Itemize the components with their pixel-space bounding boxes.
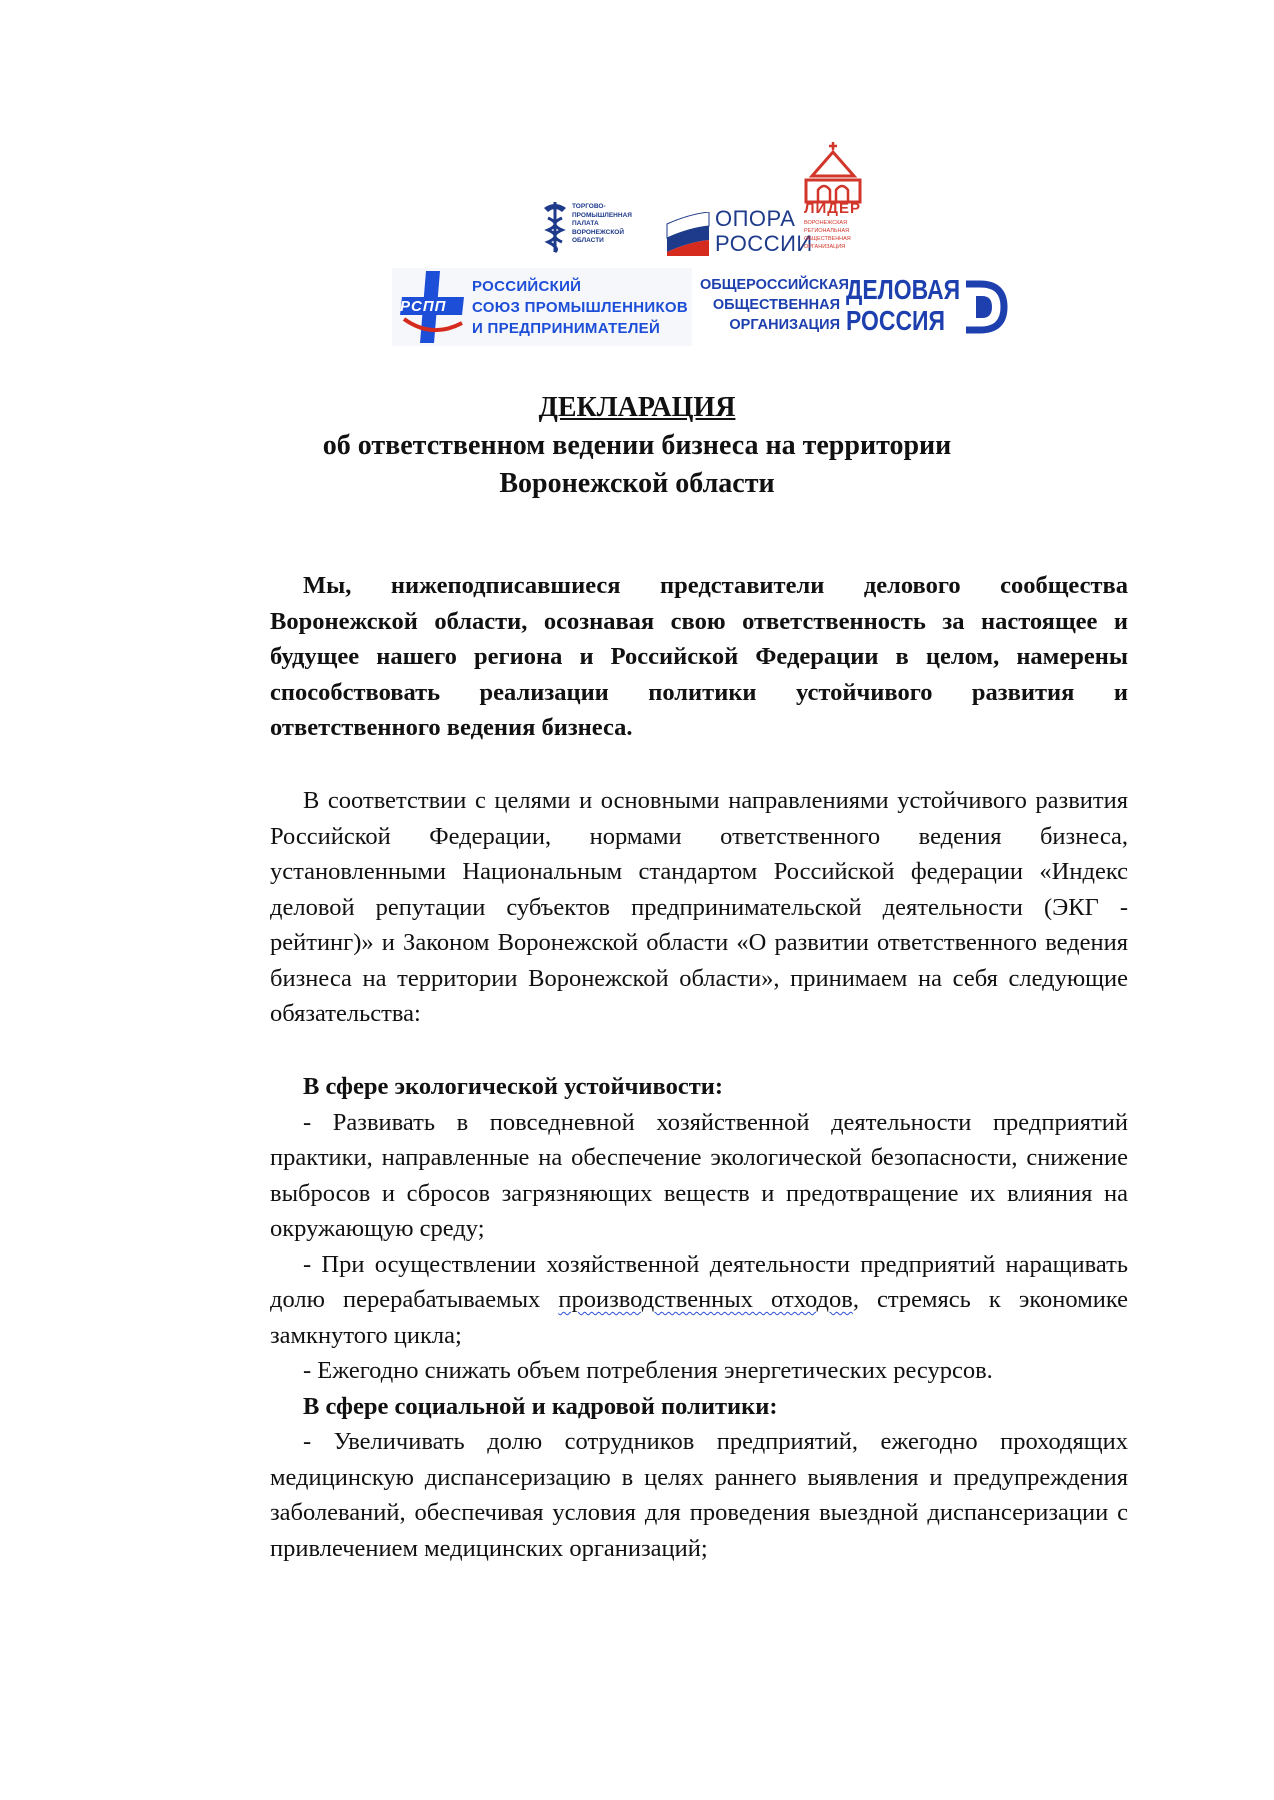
tpp-line: ПАЛАТА xyxy=(572,220,599,227)
lider-line: ВОРОНЕЖСКАЯ xyxy=(804,220,848,226)
obligations-list xyxy=(270,1069,1128,1566)
opora-line2: РОССИИ xyxy=(715,231,813,256)
rspp-line: РОССИЙСКИЙ xyxy=(472,278,582,295)
rspp-line: И ПРЕДПРИНИМАТЕЛЕЙ xyxy=(472,320,661,337)
lider-line: РЕГИОНАЛЬНАЯ xyxy=(804,228,850,234)
delovaya-line: ОРГАНИЗАЦИЯ xyxy=(729,317,840,333)
tpp-line: ВОРОНЕЖСКОЙ xyxy=(572,228,625,236)
lider-line: ОБЩЕСТВЕННАЯ xyxy=(804,236,851,242)
rspp-mark: РСПП xyxy=(400,298,447,315)
tpp-line: ПРОМЫШЛЕННАЯ xyxy=(572,211,632,219)
delovaya-line: ОБЩЕРОССИЙСКАЯ xyxy=(700,277,849,293)
lider-line: ОРГАНИЗАЦИЯ xyxy=(804,244,846,250)
delovaya-name1: ДЕЛОВАЯ xyxy=(846,274,961,305)
obligations-intro-block xyxy=(270,783,1128,1032)
delovaya-d-icon xyxy=(962,278,1008,336)
tpp-line: ОБЛАСТИ xyxy=(572,237,604,244)
tpp-logo xyxy=(540,198,650,254)
intro-paragraph: Мы, нижеподписавшиеся представители делового сообщества Воронежской области, осознавая свою ответственность за настоящее и будущее нашего региона и Российской Федерации в целом, намерены способствовать реализации политики устойчивого развития и ответственного ведения бизнеса. xyxy=(270,572,1128,741)
flag-wave-icon xyxy=(665,212,711,256)
opora-logo xyxy=(665,206,813,258)
rspp-logo xyxy=(392,268,692,346)
intro-block xyxy=(270,568,1128,746)
ecology-item-2 xyxy=(270,1247,1128,1354)
social-item-1: - Увеличивать долю сотрудников предприятий, ежегодно проходящих медицинскую диспансеризацию в целях раннего выявления и предупреждения заболеваний, обеспечивая условия для проведения выездной диспансеризации с привлечением медицинских организаций; xyxy=(270,1428,1128,1562)
rspp-line: СОЮЗ ПРОМЫШЛЕННИКОВ xyxy=(472,299,689,316)
ecology-item-1: - Развивать в повседневной хозяйственной деятельности предприятий практики, направленные на обеспечение экологической безопасности, снижение выбросов и сбросов загрязняющих веществ и предотвращение их влияния на окружающую среду; xyxy=(270,1108,1128,1242)
partner-logos xyxy=(0,0,1274,360)
lider-title: ЛИДЕР xyxy=(804,200,862,217)
spellcheck-flagged-phrase: производственных отходов xyxy=(558,1286,853,1313)
declaration-title xyxy=(0,389,1274,503)
kremlin-tower-icon xyxy=(802,140,864,204)
obligations-intro-paragraph: В соответствии с целями и основными направлениями устойчивого развития Российской Федерации, нормами ответственного ведения бизнеса, установленными Национальным стандартом Российской федерации «Индекс деловой репутации субъектов предпринимательской деятельности (ЭКГ - рейтинг)» и Законом Воронежской области «О развитии ответственного ведения бизнеса на территории Воронежской области», принимаем на себя следующие обязательства: xyxy=(270,787,1128,1027)
lider-logo xyxy=(802,140,872,264)
delovaya-rossiya-logo xyxy=(700,270,1010,346)
title-line-3: Воронежской области xyxy=(499,468,775,499)
section-heading-social: В сфере социальной и кадровой политики: xyxy=(303,1392,778,1420)
tpp-line: ТОРГОВО- xyxy=(572,203,606,210)
ecology-item-2-text-b: , стремясь к экономике замкнутого цикла; xyxy=(270,1286,1128,1349)
delovaya-line: ОБЩЕСТВЕННАЯ xyxy=(712,297,840,313)
caduceus-icon xyxy=(540,198,570,254)
ecology-item-3: - Ежегодно снижать объем потребления энергетических ресурсов. xyxy=(303,1357,993,1384)
ecology-item-2-text-a: - При осуществлении хозяйственной деятельности предприятий наращивать долю перерабатываемых xyxy=(270,1250,1128,1313)
opora-line1: ОПОРА xyxy=(715,206,796,231)
title-line-1: ДЕКЛАРАЦИЯ xyxy=(538,392,736,423)
delovaya-name2: РОССИЯ xyxy=(846,305,946,336)
title-line-2: об ответственном ведении бизнеса на территории xyxy=(322,430,952,461)
section-heading-ecology: В сфере экологической устойчивости: xyxy=(303,1073,724,1100)
